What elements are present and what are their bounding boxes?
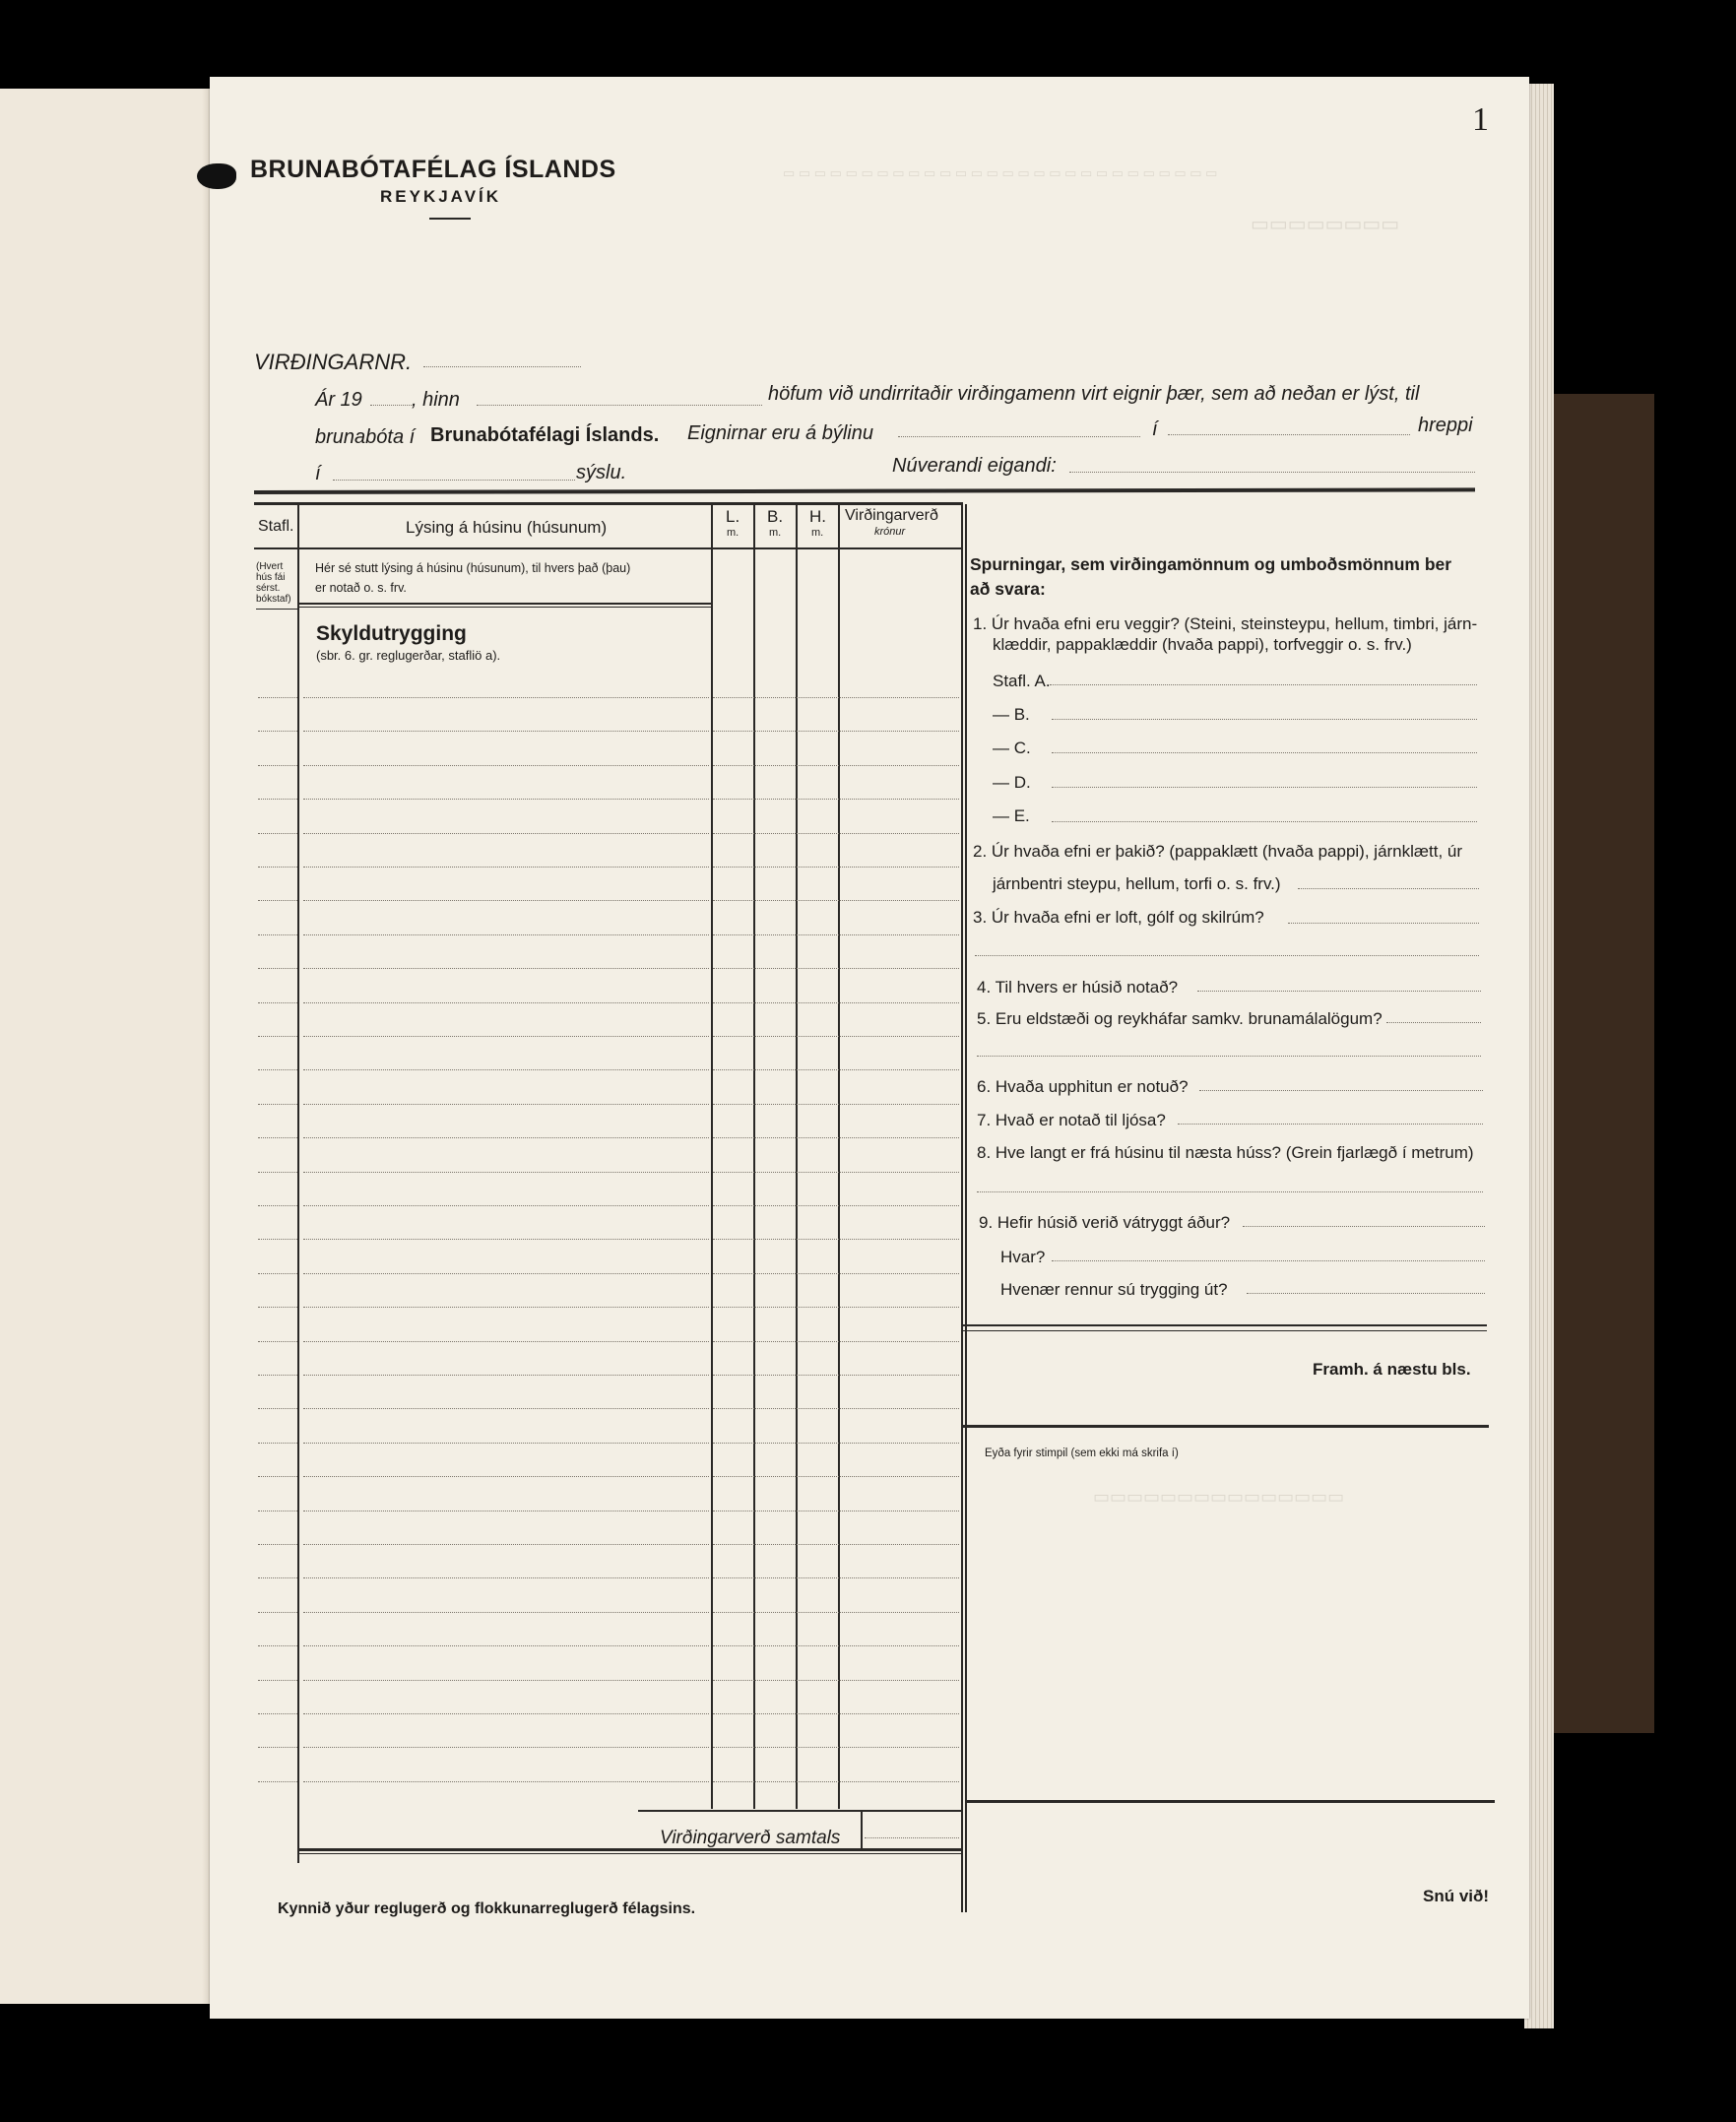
stafl-column-line xyxy=(297,504,299,1863)
stafl-row-line[interactable] xyxy=(258,1104,297,1105)
header-rule xyxy=(429,218,471,220)
hreppi-label: hreppi xyxy=(1418,415,1473,436)
measure-row-line[interactable] xyxy=(713,934,959,935)
q8-label: 8. Hve langt er frá húsinu til næsta húss? (Grein fjarlægð í metrum) xyxy=(977,1143,1474,1162)
page-number: 1 xyxy=(1472,101,1489,138)
stafl-row-line[interactable] xyxy=(258,1713,297,1714)
measure-row-line[interactable] xyxy=(713,1273,959,1274)
q5-field-2[interactable] xyxy=(977,1056,1481,1057)
q3-label: 3. Úr hvaða efni er loft, gólf og skilrúm? xyxy=(973,908,1264,927)
q5-field[interactable] xyxy=(1386,1022,1481,1023)
description-row-line[interactable] xyxy=(303,1205,709,1206)
description-row-line[interactable] xyxy=(303,1273,709,1274)
eignirnar-text: Eignirnar eru á býlinu xyxy=(687,422,873,444)
virdingarverd-header: Virðingarverð xyxy=(845,507,938,524)
questions-end-rule-1 xyxy=(961,1324,1487,1326)
lysing-note-line1: Hér sé stutt lýsing á húsinu (húsunum), til hvers það (þau) xyxy=(315,561,631,575)
footer-right-note: Snú við! xyxy=(1423,1887,1490,1905)
description-row-line[interactable] xyxy=(303,1680,709,1681)
l-unit: m. xyxy=(727,527,739,539)
total-bottom-rule-2 xyxy=(299,1853,963,1854)
total-field[interactable] xyxy=(865,1837,959,1838)
q3-field[interactable] xyxy=(1288,923,1479,924)
measure-row-line[interactable] xyxy=(713,1408,959,1409)
measure-row-line[interactable] xyxy=(713,1069,959,1070)
measure-row-line[interactable] xyxy=(713,1577,959,1578)
q3-field-2[interactable] xyxy=(975,955,1479,956)
stamp-bottom-rule xyxy=(967,1800,1495,1803)
description-row-line[interactable] xyxy=(303,1036,709,1037)
measure-row-line[interactable] xyxy=(713,1307,959,1308)
description-row-line[interactable] xyxy=(303,1002,709,1003)
measure-row-line[interactable] xyxy=(713,1036,959,1037)
q5-label: 5. Eru eldstæði og reykháfar samkv. brunamálalögum? xyxy=(977,1009,1382,1028)
description-row-line[interactable] xyxy=(303,799,709,800)
measure-row-line[interactable] xyxy=(713,900,959,901)
q7-field[interactable] xyxy=(1178,1124,1483,1125)
i-label: í xyxy=(1152,418,1158,440)
county-field[interactable] xyxy=(333,480,575,481)
table-header-rule xyxy=(254,547,963,549)
description-row-line[interactable] xyxy=(303,1645,709,1646)
description-row-line[interactable] xyxy=(303,1069,709,1070)
q9-label: 9. Hefir húsið verið vátryggt áður? xyxy=(979,1213,1231,1232)
lysing-note-rule-2 xyxy=(299,607,711,608)
q2-field[interactable] xyxy=(1298,888,1479,889)
measure-row-line[interactable] xyxy=(713,1645,959,1646)
stafl-row-line[interactable] xyxy=(258,765,297,766)
q4-field[interactable] xyxy=(1197,991,1481,992)
q1-item-b: — B. xyxy=(993,705,1030,724)
h-header: H. xyxy=(809,507,826,526)
stafl-row-line[interactable] xyxy=(258,1645,297,1646)
total-top-rule xyxy=(638,1810,963,1812)
measure-row-line[interactable] xyxy=(713,1476,959,1477)
questions-left-border xyxy=(965,504,967,1912)
measure-row-line[interactable] xyxy=(713,1747,959,1748)
description-row-line[interactable] xyxy=(303,1137,709,1138)
owner-field[interactable] xyxy=(1069,472,1475,473)
q7-label: 7. Hvað er notað til ljósa? xyxy=(977,1111,1166,1129)
b-column-line xyxy=(796,504,798,1809)
q8-field[interactable] xyxy=(977,1191,1483,1192)
q1-field-c[interactable] xyxy=(1052,752,1477,753)
stafl-row-line[interactable] xyxy=(258,1443,297,1444)
stafl-row-line[interactable] xyxy=(258,1612,297,1613)
q9-hvar-field[interactable] xyxy=(1052,1260,1485,1261)
total-cell-line xyxy=(861,1810,863,1851)
measure-row-line[interactable] xyxy=(713,867,959,868)
h-unit: m. xyxy=(811,527,824,539)
stafl-row-line[interactable] xyxy=(258,731,297,732)
b-unit: m. xyxy=(769,527,782,539)
measure-row-line[interactable] xyxy=(713,1680,959,1681)
stafl-row-line[interactable] xyxy=(258,1408,297,1409)
stafl-row-line[interactable] xyxy=(258,1476,297,1477)
stafl-row-line[interactable] xyxy=(258,1273,297,1274)
stafl-row-line[interactable] xyxy=(258,1036,297,1037)
hinn-label: , hinn xyxy=(412,389,460,411)
description-row-line[interactable] xyxy=(303,1104,709,1105)
syslu-label: sýslu. xyxy=(576,462,627,483)
show-through-text: ▭▭▭▭▭▭▭▭▭▭▭▭▭▭▭ xyxy=(1093,1487,1345,1507)
q9-hvenaer-field[interactable] xyxy=(1247,1293,1485,1294)
q1-item-e: — E. xyxy=(993,806,1030,825)
stafl-header: Stafl. xyxy=(258,518,294,535)
section-subtitle: (sbr. 6. gr. reglugerðar, stafliö a). xyxy=(316,648,501,663)
municipality-field[interactable] xyxy=(1168,434,1410,435)
q9-field[interactable] xyxy=(1243,1226,1485,1227)
measure-row-line[interactable] xyxy=(713,1137,959,1138)
measure-row-line[interactable] xyxy=(713,1544,959,1545)
q1-field-a[interactable] xyxy=(1050,684,1477,685)
q2-line2: járnbentri steypu, hellum, torfi o. s. frv.) xyxy=(993,874,1281,893)
company-name: Brunabótafélagi Íslands. xyxy=(430,424,660,446)
stafl-row-line[interactable] xyxy=(258,1002,297,1003)
continued-note: Framh. á næstu bls. xyxy=(1313,1360,1471,1379)
description-row-line[interactable] xyxy=(303,1239,709,1240)
stafl-note: (Hvert hús fái sérst. bókstaf) xyxy=(256,561,291,605)
lysing-column-line xyxy=(711,504,713,1809)
q1-item-d: — D. xyxy=(993,773,1031,792)
measure-row-line[interactable] xyxy=(713,968,959,969)
measure-row-line[interactable] xyxy=(713,1205,959,1206)
q1-item-a: Stafl. A. xyxy=(993,672,1051,690)
description-row-line[interactable] xyxy=(303,833,709,834)
stamp-note: Eyða fyrir stimpil (sem ekki má skrifa í) xyxy=(985,1447,1179,1459)
virdingarverd-unit: krónur xyxy=(874,526,906,538)
measure-row-line[interactable] xyxy=(713,731,959,732)
measure-row-line[interactable] xyxy=(713,1104,959,1105)
description-row-line[interactable] xyxy=(303,1747,709,1748)
stamp-top-rule xyxy=(961,1425,1489,1428)
stafl-row-line[interactable] xyxy=(258,968,297,969)
description-row-line[interactable] xyxy=(303,697,709,698)
q1-field-e[interactable] xyxy=(1052,821,1477,822)
virdingarnr-field[interactable] xyxy=(423,366,581,367)
stafl-row-line[interactable] xyxy=(258,799,297,800)
description-row-line[interactable] xyxy=(303,1544,709,1545)
q4-label: 4. Til hvers er húsið notað? xyxy=(977,978,1179,997)
stafl-row-line[interactable] xyxy=(258,900,297,901)
measure-row-line[interactable] xyxy=(713,1375,959,1376)
year-field[interactable] xyxy=(370,405,412,406)
date-field[interactable] xyxy=(477,405,762,406)
stafl-row-line[interactable] xyxy=(258,1239,297,1240)
i2-label: í xyxy=(315,463,321,484)
h-column-line xyxy=(838,504,840,1809)
description-row-line[interactable] xyxy=(303,1341,709,1342)
description-row-line[interactable] xyxy=(303,934,709,935)
measure-row-line[interactable] xyxy=(713,1002,959,1003)
q6-label: 6. Hvaða upphitun er notuð? xyxy=(977,1077,1189,1096)
stafl-row-line[interactable] xyxy=(258,1137,297,1138)
description-row-line[interactable] xyxy=(303,1375,709,1376)
year-label: Ár 19 xyxy=(315,389,362,411)
description-row-line[interactable] xyxy=(303,765,709,766)
measure-row-line[interactable] xyxy=(713,1239,959,1240)
city-name: REYKJAVÍK xyxy=(380,187,502,206)
q1-item-c: — C. xyxy=(993,739,1031,757)
measure-row-line[interactable] xyxy=(713,833,959,834)
measure-row-line[interactable] xyxy=(713,799,959,800)
description-row-line[interactable] xyxy=(303,1408,709,1409)
stafl-row-line[interactable] xyxy=(258,1341,297,1342)
total-bottom-rule xyxy=(299,1848,963,1851)
table-top-rule xyxy=(254,502,963,505)
description-row-line[interactable] xyxy=(303,1781,709,1782)
total-label: Virðingarverð samtals xyxy=(660,1828,841,1848)
stafl-row-line[interactable] xyxy=(258,1544,297,1545)
description-row-line[interactable] xyxy=(303,867,709,868)
lysing-note-rule-1 xyxy=(299,603,711,605)
measure-row-line[interactable] xyxy=(713,1781,959,1782)
nuverandi-label: Núverandi eigandi: xyxy=(892,455,1057,477)
measure-row-line[interactable] xyxy=(713,1172,959,1173)
questions-intro-line2: að svara: xyxy=(970,579,1046,599)
stafl-row-line[interactable] xyxy=(258,1069,297,1070)
stafl-note-rule xyxy=(256,609,297,610)
measure-row-line[interactable] xyxy=(713,1443,959,1444)
questions-end-rule-2 xyxy=(961,1330,1487,1331)
show-through-text: ▭▭▭▭▭▭▭▭ xyxy=(1251,214,1400,235)
q1-line1: 1. Úr hvaða efni eru veggir? (Steini, steinsteypu, hellum, timbri, járn- xyxy=(973,614,1478,633)
stafl-row-line[interactable] xyxy=(258,1375,297,1376)
stafl-row-line[interactable] xyxy=(258,697,297,698)
description-row-line[interactable] xyxy=(303,731,709,732)
hofum-text: höfum við undirritaðir virðingamenn virt eignir þær, sem að neðan er lýst, til xyxy=(768,383,1420,405)
q1-field-b[interactable] xyxy=(1052,719,1477,720)
measure-row-line[interactable] xyxy=(713,1612,959,1613)
stafl-row-line[interactable] xyxy=(258,1172,297,1173)
stafl-row-line[interactable] xyxy=(258,867,297,868)
stafl-row-line[interactable] xyxy=(258,1680,297,1681)
description-row-line[interactable] xyxy=(303,900,709,901)
description-row-line[interactable] xyxy=(303,1476,709,1477)
questions-intro-line1: Spurningar, sem virðingamönnum og umboðsmönnum ber xyxy=(970,554,1452,574)
measure-row-line[interactable] xyxy=(713,1341,959,1342)
org-name: BRUNABÓTAFÉLAG ÍSLANDS xyxy=(250,156,616,183)
measure-row-line[interactable] xyxy=(713,1713,959,1714)
measure-row-line[interactable] xyxy=(713,697,959,698)
stafl-row-line[interactable] xyxy=(258,1577,297,1578)
q1-line2: klæddir, pappaklæddir (hvaða pappi), torfveggir o. s. frv.) xyxy=(993,635,1412,654)
farm-field[interactable] xyxy=(898,436,1140,437)
binding-hole-mark xyxy=(197,163,236,189)
description-row-line[interactable] xyxy=(303,1443,709,1444)
b-header: B. xyxy=(767,507,784,526)
measure-row-line[interactable] xyxy=(713,765,959,766)
right-frame-line xyxy=(961,504,963,1912)
stafl-row-line[interactable] xyxy=(258,1747,297,1748)
q6-field[interactable] xyxy=(1199,1090,1483,1091)
description-row-line[interactable] xyxy=(303,1172,709,1173)
q2-line1: 2. Úr hvaða efni er þakið? (pappaklætt (hvaða pappi), járnklætt, úr xyxy=(973,842,1463,861)
description-row-line[interactable] xyxy=(303,1577,709,1578)
l-column-line xyxy=(753,504,755,1809)
stafl-row-line[interactable] xyxy=(258,934,297,935)
left-page xyxy=(0,89,214,2004)
show-through-text: ▭ ▭ ▭ ▭ ▭ ▭ ▭ ▭ ▭ ▭ ▭ ▭ ▭ ▭ ▭ ▭ ▭ ▭ ▭ ▭ ▭ ▭ ▭ ▭ ▭ ▭ ▭ ▭ xyxy=(783,165,1218,180)
stafl-row-line[interactable] xyxy=(258,833,297,834)
virdingarnr-label: VIRÐINGARNR. xyxy=(254,350,413,374)
brunabota-label: brunabóta í xyxy=(315,426,416,448)
footer-left-note: Kynnið yður reglugerð og flokkunarreglugerð félagsins. xyxy=(278,1900,696,1917)
lysing-header: Lýsing á húsinu (húsunum) xyxy=(406,518,608,537)
q1-field-d[interactable] xyxy=(1052,787,1477,788)
stafl-row-line[interactable] xyxy=(258,1205,297,1206)
stafl-row-line[interactable] xyxy=(258,1307,297,1308)
description-row-line[interactable] xyxy=(303,1713,709,1714)
q9-hvar-label: Hvar? xyxy=(1000,1248,1046,1266)
lysing-note-line2: er notað o. s. frv. xyxy=(315,581,407,595)
stafl-row-line[interactable] xyxy=(258,1781,297,1782)
description-row-line[interactable] xyxy=(303,1307,709,1308)
description-row-line[interactable] xyxy=(303,1612,709,1613)
section-title: Skyldutrygging xyxy=(316,622,467,645)
l-header: L. xyxy=(726,507,740,526)
description-row-line[interactable] xyxy=(303,968,709,969)
q9-hvenaer-label: Hvenær rennur sú trygging út? xyxy=(1000,1280,1228,1299)
